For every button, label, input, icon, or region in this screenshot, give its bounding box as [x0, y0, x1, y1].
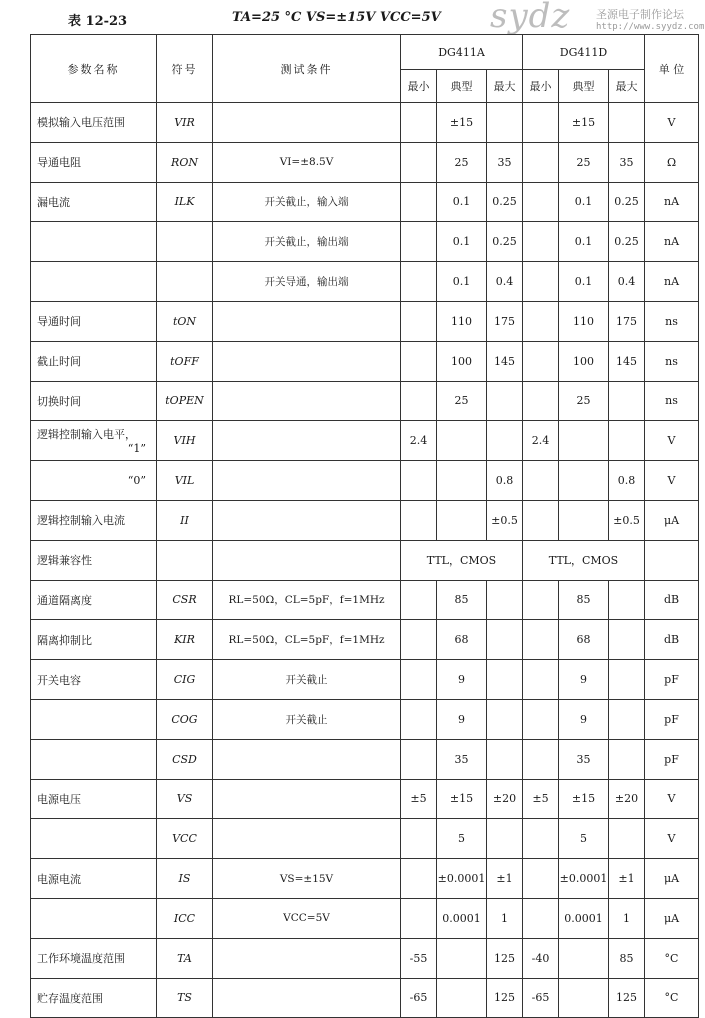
condition-cell	[213, 103, 401, 143]
value-cell: 110	[437, 301, 487, 341]
table-row	[31, 182, 699, 222]
unit-cell: nA	[645, 222, 699, 262]
value-cell: 0.1	[437, 222, 487, 262]
unit-cell: pF	[645, 660, 699, 700]
value-cell: -40	[523, 938, 559, 978]
value-cell: 35	[559, 739, 609, 779]
value-cell	[401, 660, 437, 700]
value-cell: ±15	[559, 779, 609, 819]
value-cell: 0.1	[559, 262, 609, 302]
condition-cell: VS=±15V	[213, 859, 401, 899]
value-cell	[401, 500, 437, 540]
table-row	[31, 699, 699, 739]
value-cell	[523, 103, 559, 143]
table-row	[31, 461, 699, 501]
condition-cell: RL=50Ω，CL=5pF，f=1MHz	[213, 580, 401, 620]
value-cell: 100	[559, 341, 609, 381]
unit-cell: dB	[645, 580, 699, 620]
param-cell	[31, 819, 157, 859]
unit-cell: V	[645, 103, 699, 143]
value-cell	[401, 859, 437, 899]
unit-cell: ns	[645, 341, 699, 381]
value-cell: -65	[523, 978, 559, 1018]
symbol-cell: KIR	[157, 620, 213, 660]
table-row	[31, 819, 699, 859]
value-cell: 85	[559, 580, 609, 620]
value-cell: 85	[437, 580, 487, 620]
header-row-1	[31, 35, 699, 70]
value-cell: 0.8	[487, 461, 523, 501]
unit-cell: dB	[645, 620, 699, 660]
value-cell	[523, 301, 559, 341]
value-cell	[437, 500, 487, 540]
value-cell: ±15	[437, 779, 487, 819]
value-cell: ±1	[487, 859, 523, 899]
value-cell	[523, 461, 559, 501]
col-d-typ: 典型	[559, 70, 609, 103]
value-cell	[609, 620, 645, 660]
col-d-min: 最小	[523, 70, 559, 103]
param-cell	[31, 779, 157, 819]
value-cell: ±0.0001	[437, 859, 487, 899]
symbol-cell: II	[157, 500, 213, 540]
value-cell	[523, 500, 559, 540]
value-cell	[559, 421, 609, 461]
symbol-cell: VIL	[157, 461, 213, 501]
unit-cell: ns	[645, 301, 699, 341]
value-cell	[401, 182, 437, 222]
condition-cell: 开关导通，输出端	[213, 262, 401, 302]
table-row	[31, 500, 699, 540]
param-cell	[31, 421, 157, 461]
symbol-cell: VIR	[157, 103, 213, 143]
value-cell: 100	[437, 341, 487, 381]
symbol-cell: ILK	[157, 182, 213, 222]
value-cell	[487, 381, 523, 421]
value-cell: 9	[559, 660, 609, 700]
table-row	[31, 262, 699, 302]
value-cell: ±0.0001	[559, 859, 609, 899]
param-name: 开关电容	[37, 673, 81, 687]
value-cell: 0.25	[609, 222, 645, 262]
param-cell	[31, 699, 157, 739]
value-cell: 0.25	[609, 182, 645, 222]
param-cell	[31, 142, 157, 182]
param-name: 工作环境温度范围	[37, 952, 125, 966]
param-cell	[31, 938, 157, 978]
value-cell: 1	[487, 898, 523, 938]
value-cell: 0.4	[609, 262, 645, 302]
value-cell	[523, 182, 559, 222]
symbol-cell: CSD	[157, 739, 213, 779]
symbol-cell: tOPEN	[157, 381, 213, 421]
table-row	[31, 978, 699, 1018]
value-cell: ±20	[487, 779, 523, 819]
value-cell: ±0.5	[609, 500, 645, 540]
symbol-cell: tON	[157, 301, 213, 341]
value-cell	[437, 978, 487, 1018]
col-a-max: 最大	[487, 70, 523, 103]
value-cell	[523, 222, 559, 262]
param-name: 导通电阻	[37, 156, 81, 170]
value-span-cell: TTL，CMOS	[401, 540, 523, 580]
col-a-min: 最小	[401, 70, 437, 103]
value-cell	[559, 938, 609, 978]
value-cell: 5	[559, 819, 609, 859]
value-cell	[523, 620, 559, 660]
param-cell	[31, 301, 157, 341]
param-name: 电源电压	[37, 792, 81, 806]
col-a-typ: 典型	[437, 70, 487, 103]
value-cell	[523, 819, 559, 859]
condition-cell	[213, 938, 401, 978]
param-cell	[31, 660, 157, 700]
param-cell	[31, 381, 157, 421]
symbol-cell: TA	[157, 938, 213, 978]
value-cell	[609, 421, 645, 461]
value-cell	[609, 819, 645, 859]
param-name: 通道隔离度	[37, 593, 92, 607]
value-cell	[559, 978, 609, 1018]
condition-cell	[213, 739, 401, 779]
condition-cell: 开关截止	[213, 699, 401, 739]
condition-cell	[213, 819, 401, 859]
param-cell	[31, 182, 157, 222]
param-cell	[31, 898, 157, 938]
value-cell	[523, 699, 559, 739]
condition-cell	[213, 341, 401, 381]
param-name: 截止时间	[37, 355, 81, 369]
table-row	[31, 739, 699, 779]
value-cell	[487, 580, 523, 620]
param-cell	[31, 620, 157, 660]
param-name: 逻辑控制输入电流	[37, 514, 125, 528]
value-cell	[437, 938, 487, 978]
value-cell	[437, 461, 487, 501]
unit-cell: μA	[645, 500, 699, 540]
condition-cell	[213, 301, 401, 341]
unit-cell: °C	[645, 938, 699, 978]
unit-cell: V	[645, 819, 699, 859]
value-cell	[523, 262, 559, 302]
condition-cell: 开关截止	[213, 660, 401, 700]
col-param: 参数名称	[31, 35, 157, 103]
value-cell: 85	[609, 938, 645, 978]
param-name: 隔离抑制比	[37, 633, 92, 647]
value-cell	[401, 699, 437, 739]
value-cell	[609, 381, 645, 421]
col-condition: 测试条件	[213, 35, 401, 103]
value-cell: ±15	[437, 103, 487, 143]
col-group-d: DG411D	[523, 35, 645, 70]
value-cell	[401, 142, 437, 182]
param-name: 逻辑控制输入电平，	[37, 428, 136, 442]
table-header	[0, 0, 705, 34]
unit-cell: V	[645, 421, 699, 461]
param-cell	[31, 859, 157, 899]
value-cell: 0.0001	[559, 898, 609, 938]
param-cell	[31, 103, 157, 143]
value-cell: 0.4	[487, 262, 523, 302]
value-cell: 175	[487, 301, 523, 341]
symbol-cell: RON	[157, 142, 213, 182]
value-cell	[401, 222, 437, 262]
unit-cell	[645, 540, 699, 580]
value-cell	[401, 301, 437, 341]
value-cell: 1	[609, 898, 645, 938]
unit-cell: °C	[645, 978, 699, 1018]
param-cell	[31, 500, 157, 540]
value-cell	[523, 859, 559, 899]
value-cell: 0.1	[559, 222, 609, 262]
value-cell	[487, 620, 523, 660]
param-name: 模拟输入电压范围	[37, 116, 125, 130]
value-cell: 0.1	[559, 182, 609, 222]
value-cell: 68	[559, 620, 609, 660]
value-cell	[523, 739, 559, 779]
table-row	[31, 938, 699, 978]
condition-cell: 开关截止，输出端	[213, 222, 401, 262]
value-cell: 9	[559, 699, 609, 739]
symbol-cell: ICC	[157, 898, 213, 938]
param-name: 切换时间	[37, 394, 81, 408]
unit-cell: μA	[645, 859, 699, 899]
value-cell: 145	[609, 341, 645, 381]
spec-table	[30, 34, 699, 1018]
condition-cell: VI=±8.5V	[213, 142, 401, 182]
condition-cell	[213, 381, 401, 421]
param-name: 导通时间	[37, 315, 81, 329]
param-cell	[31, 580, 157, 620]
value-cell: 35	[609, 142, 645, 182]
value-cell: 0.1	[437, 262, 487, 302]
value-cell: 125	[487, 938, 523, 978]
table-row	[31, 580, 699, 620]
value-cell	[401, 620, 437, 660]
col-group-a: DG411A	[401, 35, 523, 70]
value-cell	[401, 103, 437, 143]
param-name: 贮存温度范围	[37, 991, 103, 1005]
value-cell: ±5	[523, 779, 559, 819]
value-cell: -65	[401, 978, 437, 1018]
param-cell	[31, 222, 157, 262]
unit-cell: V	[645, 461, 699, 501]
param-name: 逻辑兼容性	[37, 554, 92, 568]
value-cell: 175	[609, 301, 645, 341]
value-cell	[401, 381, 437, 421]
value-cell: ±1	[609, 859, 645, 899]
value-cell: 125	[609, 978, 645, 1018]
condition-cell	[213, 540, 401, 580]
unit-cell: Ω	[645, 142, 699, 182]
value-cell: ±0.5	[487, 500, 523, 540]
test-conditions: TA=25 °C VS=±15V VCC=5V	[232, 10, 441, 25]
symbol-cell	[157, 222, 213, 262]
col-unit: 单 位	[645, 35, 699, 103]
watermark-logo: sydz	[490, 0, 571, 36]
condition-cell	[213, 978, 401, 1018]
table-number: 表 12-23	[68, 14, 128, 29]
symbol-cell: CIG	[157, 660, 213, 700]
symbol-cell	[157, 540, 213, 580]
value-cell: 68	[437, 620, 487, 660]
symbol-cell: tOFF	[157, 341, 213, 381]
unit-cell: nA	[645, 262, 699, 302]
value-cell	[609, 660, 645, 700]
value-cell	[401, 819, 437, 859]
value-cell	[401, 739, 437, 779]
table-row	[31, 540, 699, 580]
param-cell	[31, 739, 157, 779]
value-cell	[487, 421, 523, 461]
condition-cell: RL=50Ω，CL=5pF，f=1MHz	[213, 620, 401, 660]
value-cell	[401, 580, 437, 620]
unit-cell: V	[645, 779, 699, 819]
value-cell: 110	[559, 301, 609, 341]
table-row	[31, 898, 699, 938]
value-cell: 2.4	[523, 421, 559, 461]
table-row	[31, 620, 699, 660]
value-cell	[437, 421, 487, 461]
value-cell	[559, 500, 609, 540]
table-row	[31, 381, 699, 421]
value-cell	[401, 461, 437, 501]
table-row	[31, 142, 699, 182]
col-symbol: 符号	[157, 35, 213, 103]
condition-cell	[213, 500, 401, 540]
symbol-cell: IS	[157, 859, 213, 899]
param-cell	[31, 461, 157, 501]
table-row	[31, 421, 699, 461]
value-cell	[523, 898, 559, 938]
value-cell: 2.4	[401, 421, 437, 461]
param-level: “0”	[127, 474, 146, 488]
value-span-cell: TTL，CMOS	[523, 540, 645, 580]
value-cell	[609, 103, 645, 143]
value-cell: ±20	[609, 779, 645, 819]
value-cell: 0.0001	[437, 898, 487, 938]
value-cell: 25	[437, 381, 487, 421]
symbol-cell: CSR	[157, 580, 213, 620]
table-row	[31, 222, 699, 262]
value-cell: 9	[437, 660, 487, 700]
value-cell	[401, 262, 437, 302]
symbol-cell: VS	[157, 779, 213, 819]
param-name: 电源电流	[37, 872, 81, 886]
value-cell	[609, 580, 645, 620]
value-cell	[609, 699, 645, 739]
param-cell	[31, 978, 157, 1018]
value-cell	[487, 103, 523, 143]
unit-cell: pF	[645, 739, 699, 779]
value-cell: ±15	[559, 103, 609, 143]
unit-cell: μA	[645, 898, 699, 938]
value-cell: 125	[487, 978, 523, 1018]
value-cell: 25	[559, 142, 609, 182]
param-cell	[31, 262, 157, 302]
param-cell	[31, 341, 157, 381]
value-cell: 0.1	[437, 182, 487, 222]
col-d-max: 最大	[609, 70, 645, 103]
value-cell: 35	[437, 739, 487, 779]
unit-cell: pF	[645, 699, 699, 739]
value-cell: 25	[559, 381, 609, 421]
value-cell	[523, 341, 559, 381]
value-cell	[523, 381, 559, 421]
value-cell: 9	[437, 699, 487, 739]
symbol-cell: TS	[157, 978, 213, 1018]
table-row	[31, 341, 699, 381]
condition-cell: VCC=5V	[213, 898, 401, 938]
condition-cell	[213, 779, 401, 819]
value-cell: 0.8	[609, 461, 645, 501]
value-cell	[401, 341, 437, 381]
param-name: 漏电流	[37, 195, 70, 209]
value-cell	[487, 699, 523, 739]
value-cell	[609, 739, 645, 779]
table-body	[31, 103, 699, 1018]
value-cell	[487, 739, 523, 779]
value-cell: ±5	[401, 779, 437, 819]
table-row	[31, 779, 699, 819]
unit-cell: ns	[645, 381, 699, 421]
value-cell	[559, 461, 609, 501]
value-cell: 0.25	[487, 182, 523, 222]
value-cell	[523, 142, 559, 182]
value-cell	[401, 898, 437, 938]
condition-cell	[213, 461, 401, 501]
param-level: “1”	[127, 442, 146, 456]
param-cell	[31, 540, 157, 580]
value-cell: -55	[401, 938, 437, 978]
symbol-cell	[157, 262, 213, 302]
value-cell: 145	[487, 341, 523, 381]
value-cell: 5	[437, 819, 487, 859]
condition-cell	[213, 421, 401, 461]
symbol-cell: VCC	[157, 819, 213, 859]
value-cell	[487, 660, 523, 700]
watermark-url: http://www.syydz.com	[596, 22, 705, 32]
value-cell: 35	[487, 142, 523, 182]
watermark-name: 圣源电子制作论坛	[596, 8, 684, 21]
table-row	[31, 103, 699, 143]
value-cell	[523, 660, 559, 700]
value-cell	[523, 580, 559, 620]
symbol-cell: COG	[157, 699, 213, 739]
table-row	[31, 660, 699, 700]
condition-cell: 开关截止，输入端	[213, 182, 401, 222]
symbol-cell: VIH	[157, 421, 213, 461]
unit-cell: nA	[645, 182, 699, 222]
value-cell	[487, 819, 523, 859]
value-cell: 25	[437, 142, 487, 182]
value-cell: 0.25	[487, 222, 523, 262]
table-row	[31, 859, 699, 899]
table-row	[31, 301, 699, 341]
